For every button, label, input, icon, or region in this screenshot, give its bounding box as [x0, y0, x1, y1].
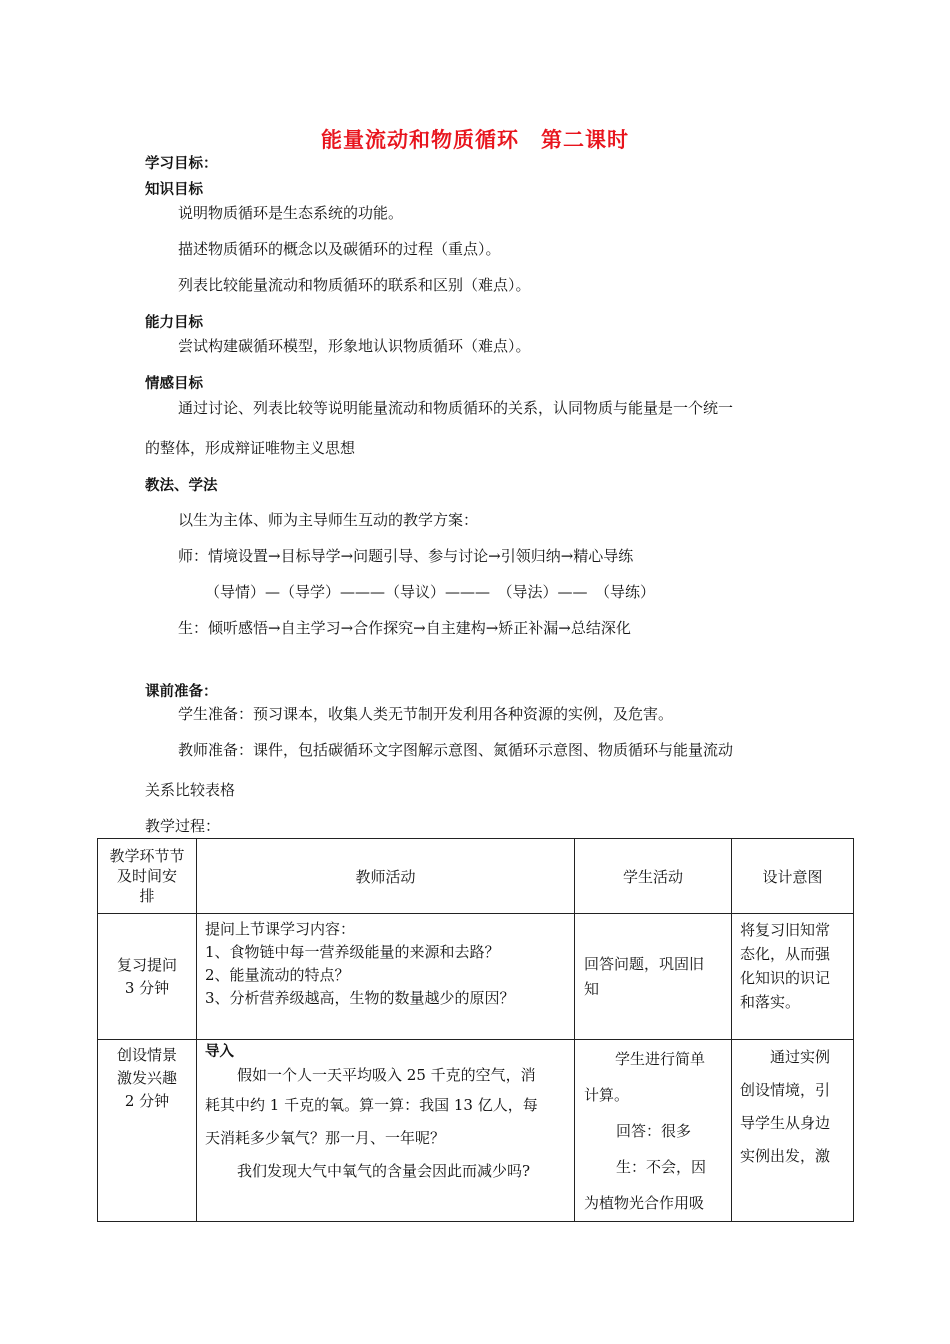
table-row: [98, 914, 854, 1040]
lesson-table: [97, 838, 854, 1222]
header-intent: 设计意图: [732, 839, 854, 914]
emotion-line: 的整体，形成辩证唯物主义思想: [145, 439, 356, 457]
page-title: 能量流动和物质循环 第二课时: [321, 127, 629, 152]
header-teacher: 教师活动: [197, 839, 575, 914]
knowledge-heading: 知识目标: [145, 182, 203, 198]
learning-goals-heading: 学习目标：: [145, 156, 218, 172]
intent-cell: 将复习旧知常 态化，从而强 化知识的识记 和落实。: [732, 914, 854, 1040]
teacher-cell: 提问上节课学习内容： 1、食物链中每一营养级能量的来源和去路？ 2、能量流动的特点？ 3、分析营养级越高，生物的数量越少的原因？: [197, 914, 575, 1040]
ability-heading: 能力目标: [145, 315, 203, 331]
prep-heading: 课前准备：: [145, 684, 218, 700]
student-cell: 回答问题，巩固旧 知: [575, 914, 732, 1040]
method-heading: 教法、学法: [145, 478, 218, 494]
teacher-flow: 师：情境设置→目标导学→问题引导、参与讨论→引领归纳→精心导练: [178, 547, 634, 565]
table-row: [98, 1040, 854, 1222]
student-flow: 生：倾听感悟→自主学习→合作探究→自主建构→矫正补漏→总结深化: [178, 619, 631, 637]
student-cell: 学生进行简单 计算。 回答：很多 生：不会，因 为植物光合作用吸: [575, 1040, 732, 1222]
method-intro: 以生为主体、师为主导师生互动的教学方案：: [178, 511, 479, 529]
table-header-row: [98, 839, 854, 914]
stage-cell: 创设情景 激发兴趣 2 分钟: [98, 1040, 197, 1222]
teacher-cell: 导入 假如一个人一天平均吸入 25 千克的空气，消 耗其中约 1 千克的氧。算一算：我国 13 亿人，每 天消耗多少氧气？那一月、一年呢？ 我们发现大气中氧气的含量会因此而减少吗?: [197, 1040, 575, 1222]
header-student: 学生活动: [575, 839, 732, 914]
knowledge-item: 列表比较能量流动和物质循环的联系和区别（难点）。: [178, 276, 531, 294]
emotion-line: 通过讨论、列表比较等说明能量流动和物质循环的关系，认同物质与能量是一个统一: [178, 399, 734, 417]
ability-item: 尝试构建碳循环模型，形象地认识物质循环（难点）。: [178, 337, 531, 355]
process-heading: 教学过程：: [145, 817, 221, 835]
emotion-heading: 情感目标: [145, 376, 203, 392]
teacher-prep: 关系比较表格: [145, 781, 236, 799]
intro-heading: 导入: [205, 1044, 234, 1060]
intent-cell: 通过实例 创设情境，引 导学生从身边 实例出发，激: [732, 1040, 854, 1222]
student-prep: 学生准备：预习课本，收集人类无节制开发利用各种资源的实例，及危害。: [178, 705, 674, 723]
stage-cell: 复习提问 3 分钟: [98, 914, 197, 1040]
knowledge-item: 说明物质循环是生态系统的功能。: [178, 204, 404, 222]
header-stage: 教学环节节 及时间安 排: [98, 839, 197, 914]
knowledge-item: 描述物质循环的概念以及碳循环的过程（重点）。: [178, 240, 501, 258]
teacher-flow-sub: （导情）—（导学）———（导议）——— （导法）—— （导练）: [205, 583, 656, 601]
teacher-prep: 教师准备：课件，包括碳循环文字图解示意图、氮循环示意图、物质循环与能量流动: [178, 741, 734, 759]
